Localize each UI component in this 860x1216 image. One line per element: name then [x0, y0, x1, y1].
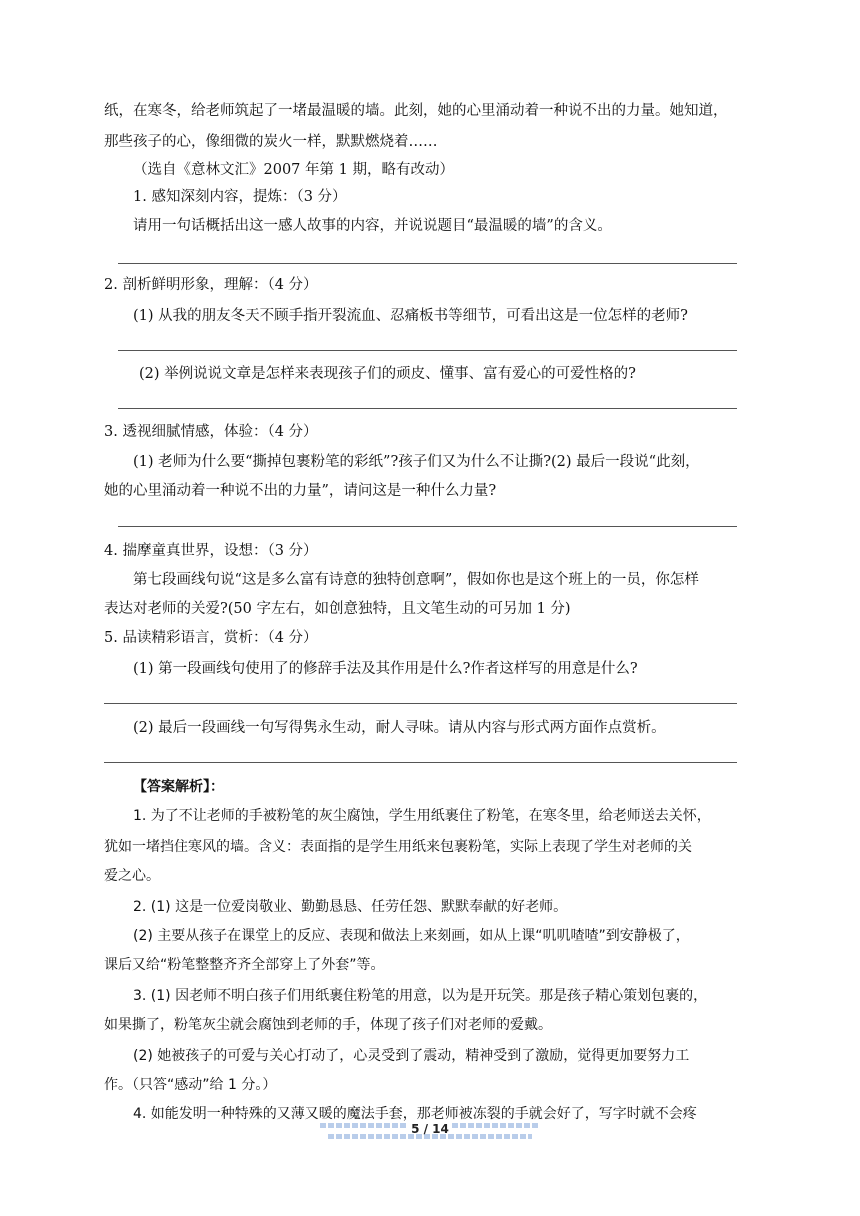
answer-line-text: 1. 为了不让老师的手被粉笔的灰尘腐蚀，学生用纸裹住了粉笔，在寒冬里，给老师送去关怀，: [133, 808, 711, 824]
answer-line-text: (2) 主要从孩子在课堂上的反应、表现和做法上来刻画，如从上课“叽叽喳喳”到安静极了，: [133, 928, 690, 944]
question-3-prompt-line: (1) 老师为什么要“撕掉包裹粉笔的彩纸”?孩子们又为什么不让撕?(2) 最后一段说“此刻，: [133, 454, 700, 470]
answer-line: [104, 762, 737, 763]
answer-line-text: (2) 她被孩子的可爱与关心打动了，心灵受到了震动，精神受到了激励，觉得更加要努力工: [133, 1048, 690, 1064]
answer-line-text: 2. (1) 这是一位爱岗敬业、勤勤恳恳、任劳任怨、默默奉献的好老师。: [133, 899, 568, 915]
question-1-prompt: 请用一句话概括出这一感人故事的内容，并说说题目“最温暖的墙”的含义。: [133, 218, 612, 234]
answer-line: [118, 263, 737, 264]
answer-line-text: 4. 如能发明一种特殊的又薄又暖的魔法手套，那老师被冻裂的手就会好了，写字时就不会疼: [133, 1106, 697, 1122]
question-2-2-prompt: (2) 举例说说文章是怎样来表现孩子们的顽皮、懂事、富有爱心的可爱性格的?: [139, 366, 636, 382]
question-1-heading: 1. 感知深刻内容，提炼：（3 分）: [133, 189, 347, 205]
question-4-prompt-line: 第七段画线句说“这是多么富有诗意的独特创意啊”，假如你也是这个班上的一员，你怎样: [133, 572, 699, 588]
answer-line-text: 爱之心。: [104, 868, 160, 884]
question-3-heading: 3. 透视细腻情感，体验：（4 分）: [104, 424, 318, 440]
answer-line-text: 作。（只答“感动”给 1 分。）: [104, 1077, 277, 1093]
question-2-1-prompt: (1) 从我的朋友冬天不顾手指开裂流血、忍痛板书等细节，可看出这是一位怎样的老师?: [133, 308, 688, 324]
answer-line-text: 3. (1) 因老师不明白孩子们用纸裹住粉笔的用意，以为是开玩笑。那是孩子精心策划包裹的，: [133, 988, 708, 1004]
answer-line-text: 课后又给“粉笔整整齐齐全部穿上了外套”等。: [104, 957, 385, 973]
answer-line-text: 如果撕了，粉笔灰尘就会腐蚀到老师的手，体现了孩子们对老师的爱戴。: [104, 1017, 552, 1033]
page-footer: [320, 1121, 540, 1143]
question-3-prompt-line: 她的心里涌动着一种说不出的力量”，请问这是一种什么力量?: [104, 483, 497, 499]
question-4-heading: 4. 揣摩童真世界，设想：（3 分）: [104, 543, 318, 559]
question-2-heading: 2. 剖析鲜明形象，理解：（4 分）: [104, 277, 318, 293]
answer-line: [104, 703, 737, 704]
passage-line: 纸，在寒冬，给老师筑起了一堵最温暖的墙。此刻，她的心里涌动着一种说不出的力量。她知道，: [104, 103, 728, 119]
answer-line: [118, 408, 737, 409]
question-5-heading: 5. 品读精彩语言，赏析：（4 分）: [104, 630, 318, 646]
question-5-1-prompt: (1) 第一段画线句使用了的修辞手法及其作用是什么?作者这样写的用意是什么?: [133, 661, 638, 677]
question-5-2-prompt: (2) 最后一段画线一句写得隽永生动，耐人寻味。请从内容与形式两方面作点赏析。: [133, 720, 666, 736]
answer-line-text: 犹如一堵挡住寒风的墙。含义：表面指的是学生用纸来包裹粉笔，实际上表现了学生对老师的关: [104, 839, 692, 855]
answer-line: [118, 350, 737, 351]
answer-section-heading: 【答案解析】：: [133, 779, 224, 795]
question-4-prompt-line: 表达对老师的关爱?(50 字左右，如创意独特，且文笔生动的可另加 1 分): [104, 601, 571, 617]
page-number: 5 / 14: [411, 1122, 449, 1136]
source-citation: （选自《意林文汇》2007 年第 1 期，略有改动）: [133, 162, 454, 178]
passage-line: 那些孩子的心，像细微的炭火一样，默默燃烧着……: [104, 134, 438, 150]
answer-line: [118, 526, 737, 527]
